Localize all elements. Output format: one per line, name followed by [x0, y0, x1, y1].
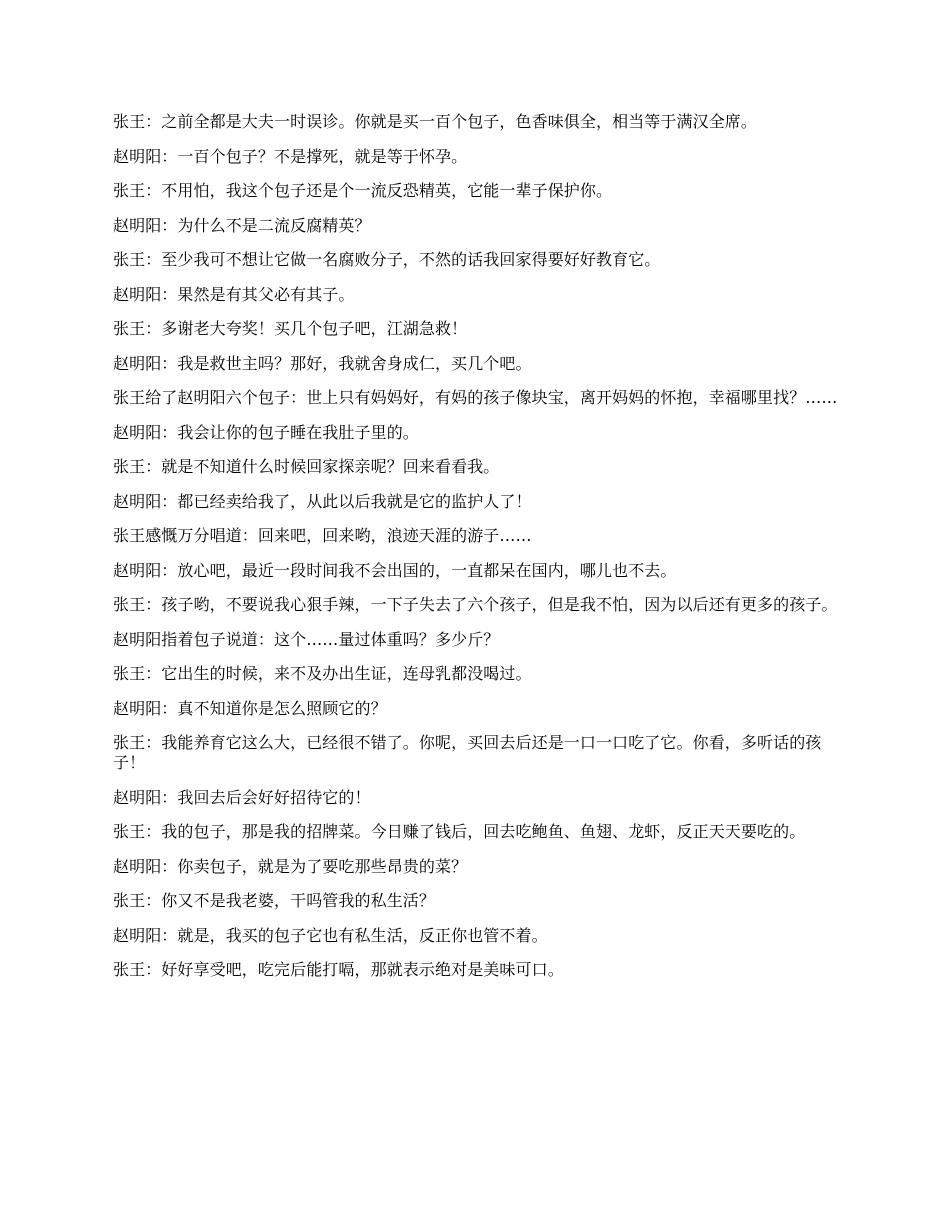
document-body	[113, 112, 840, 995]
paragraph: 张王：孩子哟，不要说我心狠手辣，一下子失去了六个孩子，但是我不怕，因为以后还有更多的孩子。	[113, 595, 838, 614]
paragraph: 赵明阳：为什么不是二流反腐精英？	[113, 215, 371, 235]
paragraph: 赵明阳：放心吧，最近一段时间我不会出国的，一直都呆在国内，哪儿也不去。	[113, 560, 677, 580]
paragraph: 张王：好好享受吧，吃完后能打嗝，那就表示绝对是美味可口。	[113, 960, 564, 979]
paragraph: 张王：就是不知道什么时候回家探亲呢？回来看看我。	[113, 457, 500, 476]
paragraph: 赵明阳：我是救世主吗？那好，我就舍身成仁，买几个吧。	[113, 353, 532, 373]
paragraph: 张王：它出生的时候，来不及办出生证，连母乳都没喝过。	[113, 664, 532, 683]
paragraph: 张王：之前全都是大夫一时误诊。你就是买一百个包子，色香味俱全，相当等于满汉全席。	[113, 112, 758, 131]
paragraph: 赵明阳：都已经卖给我了，从此以后我就是它的监护人了！	[113, 491, 532, 511]
paragraph: 张王：多谢老大夸奖！买几个包子吧，江湖急救！	[113, 319, 468, 338]
paragraph: 赵明阳：果然是有其父必有其子。	[113, 284, 355, 304]
paragraph: 赵明阳：真不知道你是怎么照顾它的？	[113, 698, 387, 718]
paragraph: 赵明阳：就是，我买的包子它也有私生活，反正你也管不着。	[113, 925, 548, 945]
paragraph: 张王：我能养育它这么大，已经很不错了。你呢，买回去后还是一口一口吃了它。你看，多听话的孩子！	[113, 733, 822, 772]
paragraph: 张王给了赵明阳六个包子：世上只有妈妈好，有妈的孩子像块宝，离开妈妈的怀抱，幸福哪里找？……	[113, 388, 838, 407]
paragraph: 张王：我的包子，那是我的招牌菜。今日赚了钱后，回去吃鲍鱼、鱼翅、龙虾，反正天天要吃的。	[113, 822, 806, 841]
paragraph: 张王：你又不是我老婆，干吗管我的私生活？	[113, 891, 436, 910]
paragraph: 赵明阳：你卖包子，就是为了要吃那些昂贵的菜？	[113, 856, 468, 876]
paragraph: 赵明阳指着包子说道：这个……量过体重吗？多少斤？	[113, 629, 500, 649]
paragraph: 赵明阳：一百个包子？不是撑死，就是等于怀孕。	[113, 146, 468, 166]
paragraph: 赵明阳：我回去后会好好招待它的！	[113, 787, 371, 807]
paragraph: 张王感慨万分唱道：回来吧，回来哟，浪迹天涯的游子……	[113, 526, 532, 545]
paragraph: 赵明阳：我会让你的包子睡在我肚子里的。	[113, 422, 419, 442]
paragraph: 张王：不用怕，我这个包子还是个一流反恐精英，它能一辈子保护你。	[113, 181, 613, 200]
paragraph: 张王：至少我可不想让它做一名腐败分子，不然的话我回家得要好好教育它。	[113, 250, 661, 269]
